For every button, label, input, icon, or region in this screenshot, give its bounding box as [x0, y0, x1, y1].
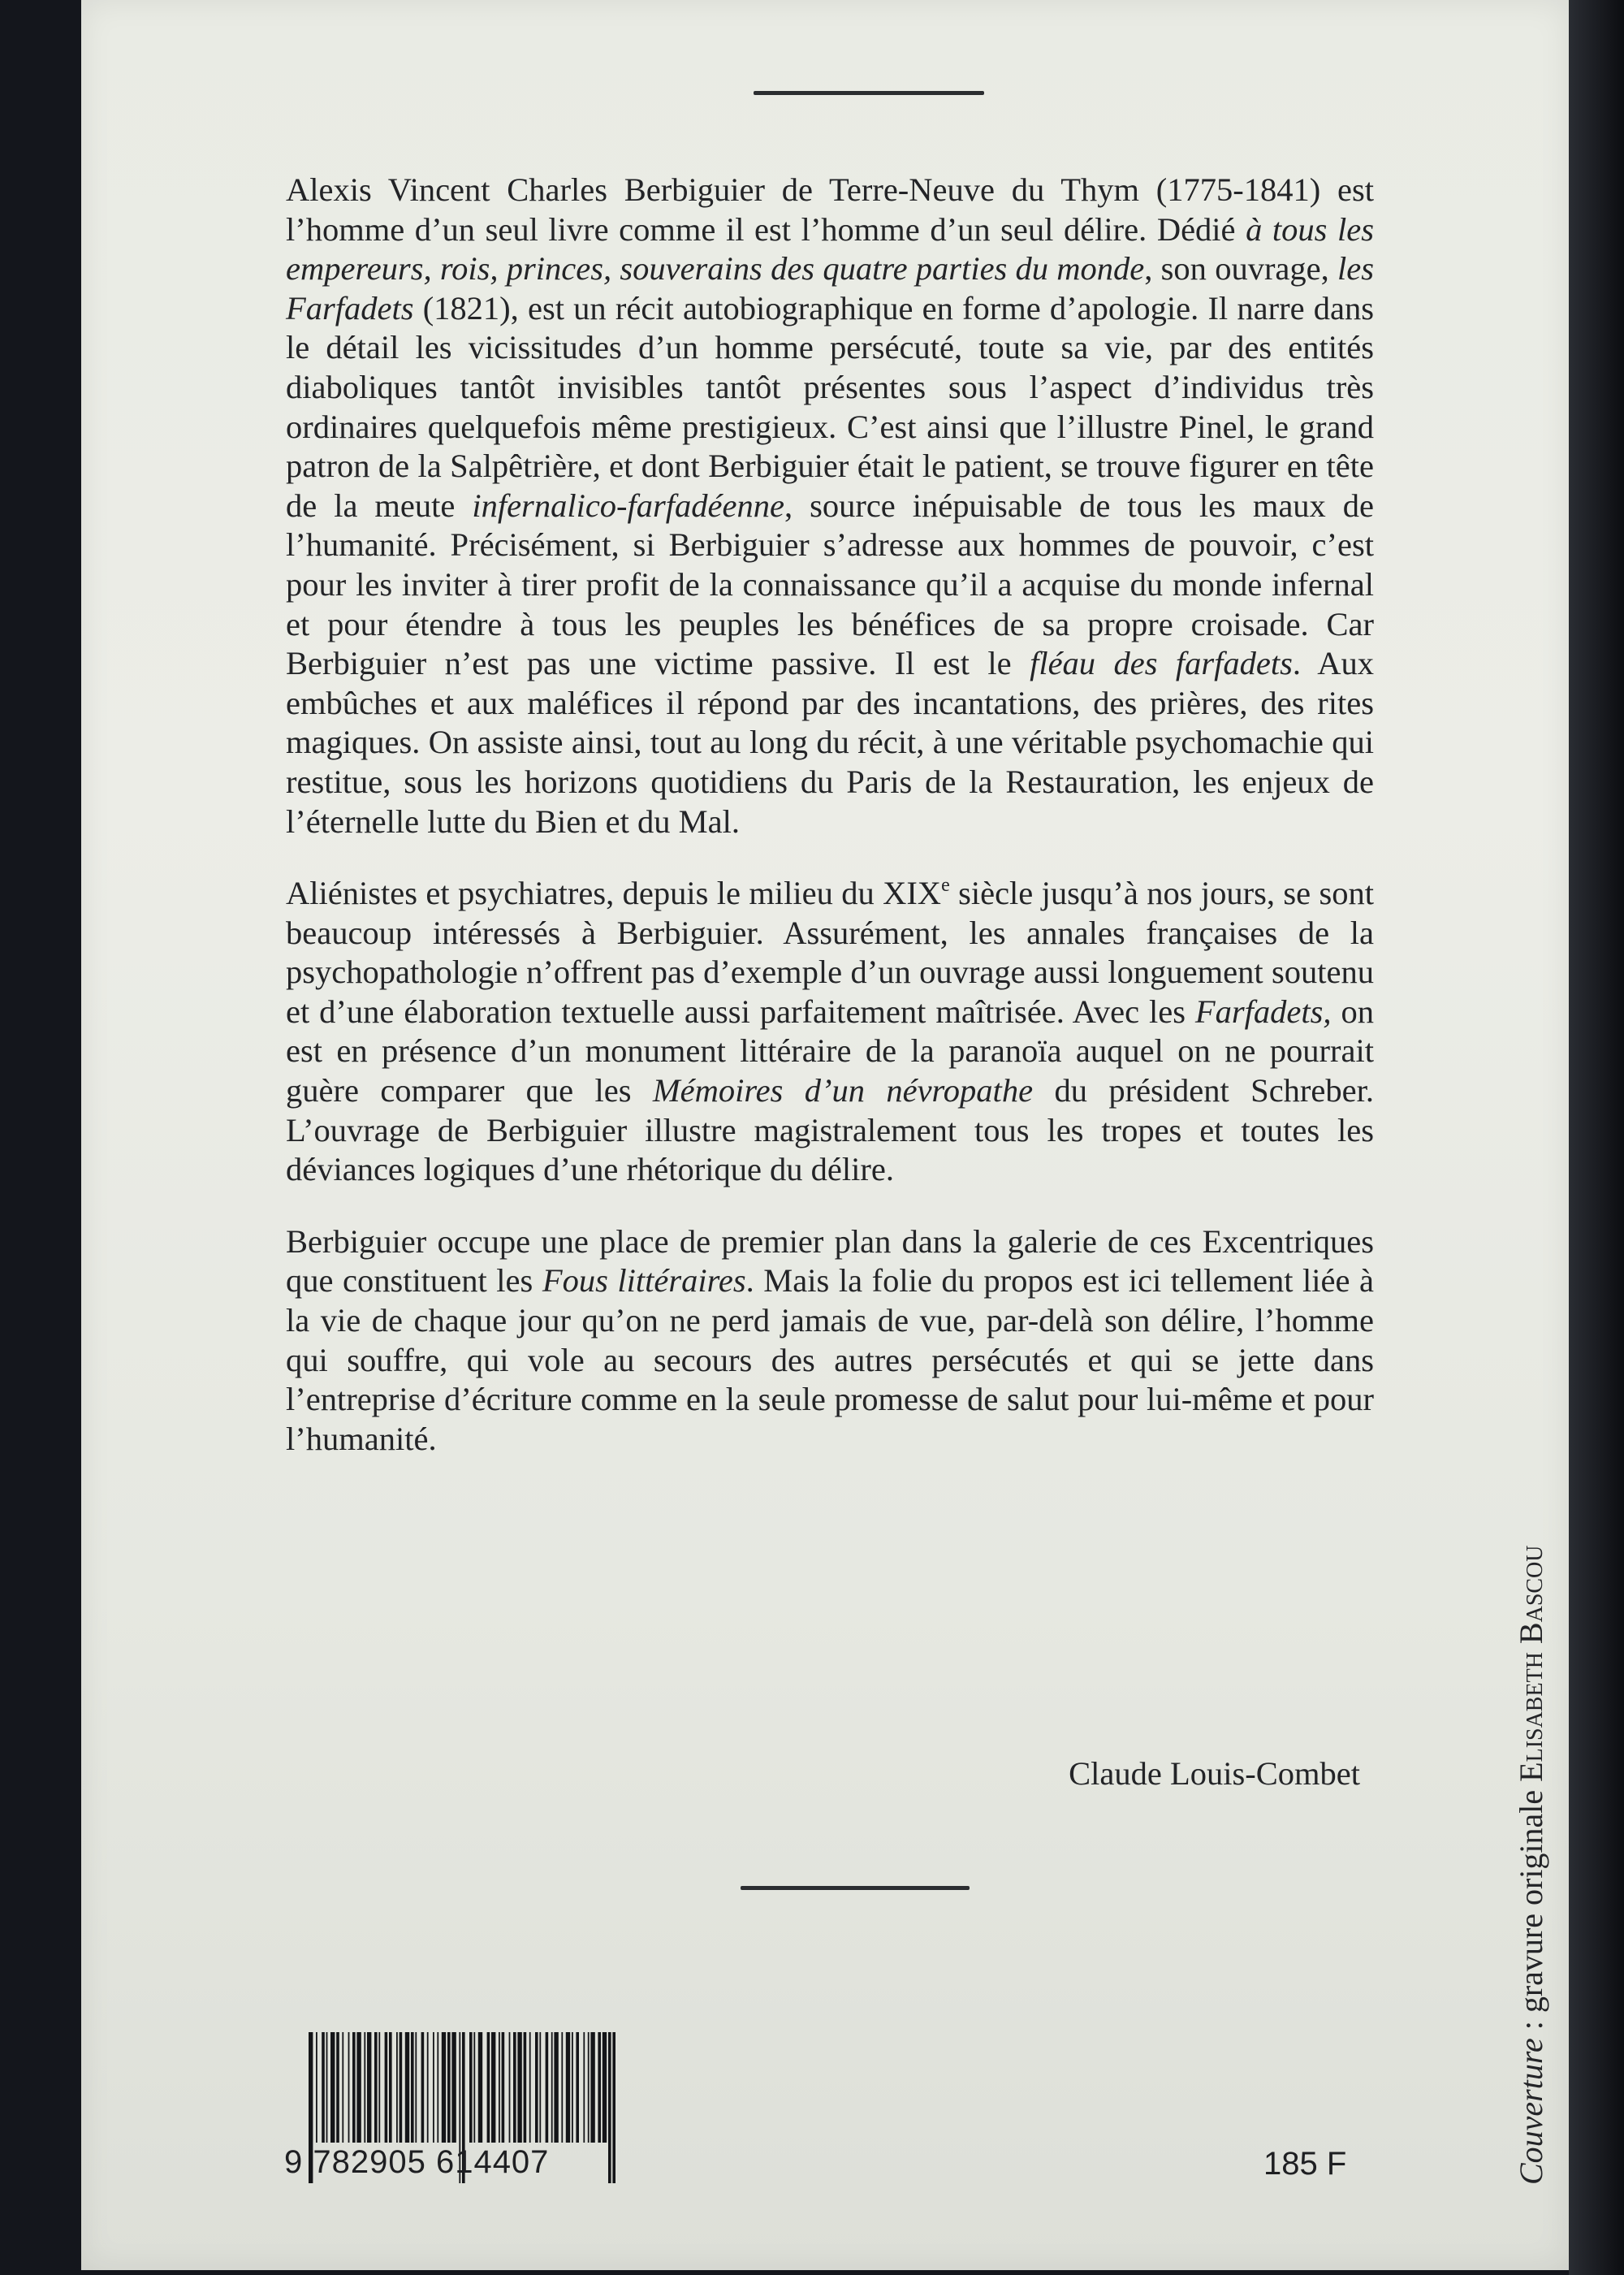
author-signature: Claude Louis-Combet — [1069, 1755, 1360, 1792]
barcode-bar — [546, 2032, 549, 2143]
cover-credit-artist: Elisabeth Bascou — [1513, 1545, 1549, 1782]
italic-title: les Farfadets — [286, 250, 1375, 327]
italic-title: Farfadets, — [1194, 993, 1332, 1030]
italic-title: Mémoires d’un névropathe — [652, 1072, 1034, 1109]
barcode-bar — [433, 2032, 434, 2143]
barcode-bar — [322, 2032, 325, 2143]
barcode-bar — [396, 2032, 398, 2143]
text-run: Alexis Vincent Charles Berbiguier de Terre-Neuve du Thym (1775-1841) est l’homme d’un seul livre comme il est l’homme d’un seul délire. Dédié — [286, 171, 1374, 248]
barcode-bar — [352, 2032, 356, 2143]
barcode-bar — [603, 2032, 607, 2143]
barcode-bar — [535, 2032, 538, 2143]
barcode-bar — [473, 2032, 475, 2143]
barcode-bar — [451, 2032, 456, 2143]
italic-title: fléau des farfadets — [1030, 645, 1293, 682]
barcode-bar — [415, 2032, 417, 2143]
barcode-bar — [330, 2032, 335, 2143]
cover-credit-label: Couverture — [1513, 2038, 1549, 2185]
barcode-bar — [491, 2032, 495, 2143]
text-run: siècle jusqu’à nos jours, se sont beaucoup intéressés à Berbiguier. Assurément, les annales françaises de la psychopathologie n’offrent pas d’exemple d’un ouvrage aussi longuement soutenu et d’une élaboration textuelle aussi parfaitement maîtrisée. Avec les — [286, 875, 1374, 1030]
cover-credit-text: gravure originale — [1513, 1781, 1549, 2013]
italic-title: à tous les empereurs, rois, princes, souverains des quatre parties du monde — [286, 210, 1374, 288]
italic-title: Fous littéraires — [542, 1262, 746, 1300]
text-run: . Mais la folie du propos est ici tellement liée à la vie de chaque jour qu’on ne perd jamais de vue, par-delà son délire, l’homme qui souffre, qui vole au secours des autres persécutés et qui se jette dans l’entreprise d’écriture comme en la seule promesse de salut pour lui-même et pour l’humanité. — [286, 1262, 1374, 1457]
cover-credit-separator: : — [1513, 2013, 1549, 2039]
barcode-bar — [364, 2032, 365, 2143]
price: 185 F — [1263, 2146, 1347, 2182]
barcode-bar — [598, 2032, 601, 2143]
barcode-bar — [469, 2032, 473, 2143]
barcode-bar — [539, 2032, 541, 2143]
barcode-bar — [342, 2032, 343, 2143]
text-run: . Aux embûches et aux maléfices il répond par des incantations, des prières, des rites magiques. On assiste ainsi, tout au long du récit, à une véritable psychomachie qui restitue, sous les horizons quotidiens du Paris de la Restauration, les enjeux de l’éternelle lutte du Bien et du Mal. — [286, 645, 1374, 840]
barcode-bar — [554, 2032, 558, 2143]
barcode-bar — [524, 2032, 527, 2143]
barcode-bar — [583, 2032, 585, 2143]
barcode-bar — [411, 2032, 414, 2143]
top-divider — [754, 91, 984, 95]
cover-credit — [1512, 1545, 1550, 2185]
superscript: e — [941, 875, 950, 897]
barcode-bar — [348, 2032, 350, 2143]
barcode-bar — [427, 2032, 429, 2143]
bottom-divider — [741, 1886, 970, 1890]
barcode-bar — [336, 2032, 339, 2143]
barcode-bar — [405, 2032, 409, 2143]
barcode-bar — [356, 2032, 361, 2143]
blurb-text — [286, 171, 1374, 1491]
barcode-bar — [385, 2032, 388, 2143]
barcode-bar — [421, 2032, 425, 2143]
barcode-bar — [502, 2032, 505, 2143]
blurb-paragraph — [286, 171, 1374, 841]
barcode-bar — [442, 2032, 446, 2143]
barcode-bar — [400, 2032, 403, 2143]
barcode-bar — [389, 2032, 392, 2143]
barcode-bar — [509, 2032, 511, 2143]
barcode-bar — [576, 2032, 579, 2143]
isbn-number: 9 782905 614407 — [284, 2144, 550, 2180]
barcode-bar — [316, 2032, 317, 2143]
text-run: Aliénistes et psychiatres, depuis le milieu du XIX — [286, 875, 942, 912]
text-run: (1821), est un récit autobiographique en forme d’apologie. Il narre dans le détail les vicissitudes d’un homme persécuté, toute sa vie, par des entités diaboliques tantôt invisibles tantôt présentes sous l’aspect d’individus très ordinaires quelquefois même prestigieux. C’est ainsi que l’illustre Pinel, le grand patron de la Salpêtrière, et dont Berbiguier était le patient, se trouve figurer en tête de la meute — [286, 289, 1374, 524]
barcode-bar — [513, 2032, 516, 2143]
barcode-bar — [529, 2032, 531, 2143]
barcode-bar — [326, 2032, 328, 2143]
italic-title: infernalico-farfadéenne — [472, 487, 784, 524]
barcode-bar — [499, 2032, 500, 2143]
barcode-bar — [437, 2032, 438, 2143]
barcode-bar — [590, 2032, 594, 2143]
barcode-bar — [378, 2032, 380, 2143]
barcode-bar — [487, 2032, 490, 2143]
barcode-bar — [367, 2032, 371, 2143]
barcode-bar — [447, 2032, 451, 2143]
blurb-paragraph — [286, 874, 1374, 1190]
barcode-bar — [551, 2032, 553, 2143]
barcode-bar — [478, 2032, 482, 2143]
text-run: on est en présence d’un monument littéraire de la paranoïa auquel on ne pourrait guère comparer que les — [286, 993, 1374, 1109]
background-edge — [1569, 0, 1624, 2275]
text-run: , source inépuisable de tous les maux de l’humanité. Précisément, si Berbiguier s’adresse aux hommes de pouvoir, c’est pour les inviter à tirer profit de la connaissance qu’il a acquise du monde infernal et pour étendre à tous les peuples les bénéfices de sa propre croisade. Car Berbiguier n’est pas une victime passive. Il est le — [286, 487, 1374, 682]
barcode-bar — [374, 2032, 378, 2143]
blurb-paragraph — [286, 1222, 1374, 1460]
barcode-bar — [561, 2032, 563, 2143]
barcode-bar — [517, 2032, 521, 2143]
text-run: du président Schreber. L’ouvrage de Berbiguier illustre magistralement tous les tropes et toutes les déviances logiques d’une rhétorique du délire. — [286, 1072, 1374, 1188]
text-run: , son ouvrage, — [1144, 250, 1338, 288]
barcode-bar — [566, 2032, 570, 2143]
barcode-bar — [572, 2032, 573, 2143]
text-run: Berbiguier occupe une place de premier plan dans la galerie de ces Excentriques que constituent les — [286, 1222, 1374, 1300]
barcode-bar — [588, 2032, 590, 2143]
